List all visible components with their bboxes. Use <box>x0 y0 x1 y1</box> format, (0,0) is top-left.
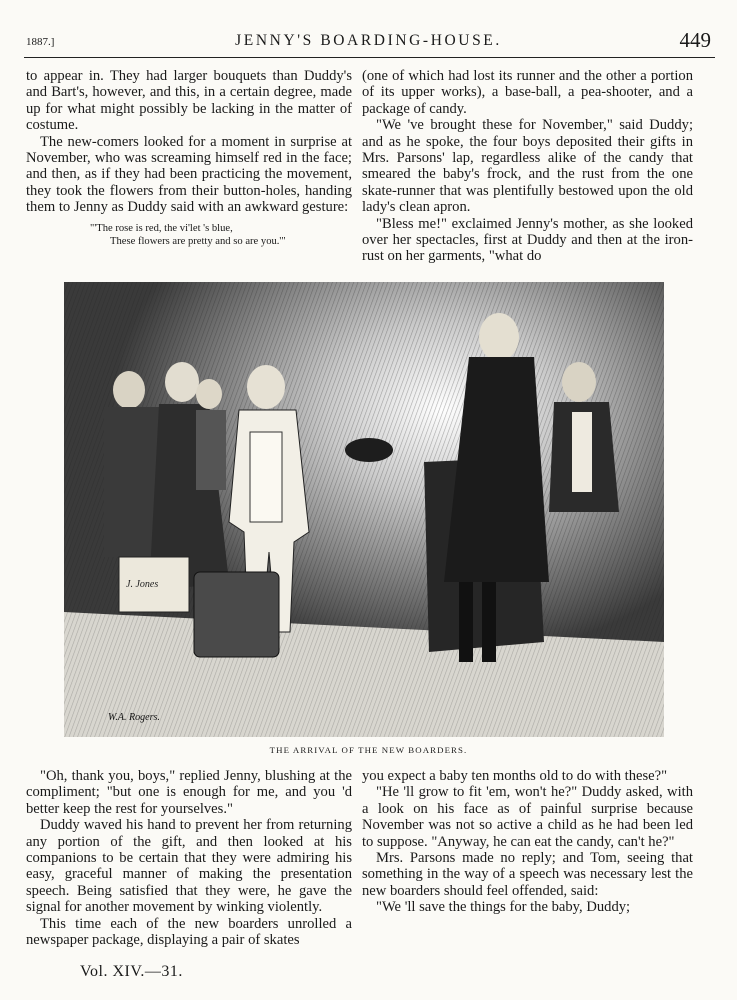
top-hat <box>345 438 393 462</box>
issue-date: 1887.] <box>26 36 55 48</box>
page-number: 449 <box>679 28 711 52</box>
illustration-caption: THE ARRIVAL OF THE NEW BOARDERS. <box>269 745 468 755</box>
paragraph: "We 'll save the things for the baby, Duddy; <box>376 899 631 916</box>
verse-line: These flowers are pretty and so are you.'" <box>110 235 286 247</box>
paragraph: "We 've brought these for November," said Duddy; and as he spoke, the four boys deposited their gifts in Mrs. Parsons' lap, regardless alike of the candy that smeared the baby's frock, and the rust from the one skate-runner that was plentifully bestowed upon the old lady's clean apron. <box>362 117 693 216</box>
verse <box>90 222 352 248</box>
column-bottom-left <box>26 768 352 948</box>
illustration <box>64 282 664 737</box>
paragraph: you expect a baby ten months old to do with these?" <box>362 768 668 784</box>
header-rule <box>24 57 715 58</box>
paragraph: "He 'll grow to fit 'em, won't he?" Duddy asked, with a look on his face as of painful surprise because November was not so active a child as he had been led to suppose. "Anyway, he can eat the candy, can't he?" <box>362 784 693 850</box>
verse-line: "'The rose is red, the vi'let 's blue, <box>90 222 233 234</box>
paragraph: to appear in. They had larger bouquets than Duddy's and Bart's, however, and this, in a certain degree, made up for what might possibly be lacking in the matter of costume. <box>26 68 352 134</box>
paragraph: "Bless me!" exclaimed Jenny's mother, as she looked over her spectacles, first at Duddy and then at the iron-rust on her garments, "what do <box>362 215 693 265</box>
paragraph: This time each of the new boarders unrolled a newspaper package, displaying a pair of skates <box>26 915 352 949</box>
running-title: JENNY'S BOARDING-HOUSE. <box>235 32 502 49</box>
running-header <box>26 28 711 58</box>
paragraph: Duddy waved his hand to prevent her from returning any portion of the gift, and then looked at his companions to be certain that they were admiring his easy, graceful manner of making the presentation speech. Being satisfied that they were, he gave the signal for another movement by winking violently. <box>26 817 352 916</box>
paragraph: (one of which had lost its runner and the other a portion of its upper works), a base-ball, a pea-shooter, and a package of candy. <box>362 68 693 117</box>
paragraph: The new-comers looked for a moment in surprise at November, who was screaming himself red in the face; and then, as if they had been practicing the movement, they took the flowers from their button-holes, handing them to Jenny as Duddy said with an awkward gesture: <box>26 133 352 216</box>
column-top-right <box>362 68 693 265</box>
paragraph: "Oh, thank you, boys," replied Jenny, blushing at the compliment; "but one is enough for me, and you 'd better keep the rest for yourselves." <box>26 768 352 817</box>
engraving <box>64 282 664 737</box>
volume-signature: Vol. XIV.—31. <box>80 963 183 980</box>
column-top-left <box>26 68 352 248</box>
artist-signature: W.A. Rogers. <box>108 712 160 723</box>
paragraph: Mrs. Parsons made no reply; and Tom, seeing that something in the way of a speech was necessary lest the new boarders should feel offended, said: <box>362 850 693 899</box>
column-bottom-right <box>362 768 693 916</box>
bag-label: J. Jones <box>126 579 159 590</box>
